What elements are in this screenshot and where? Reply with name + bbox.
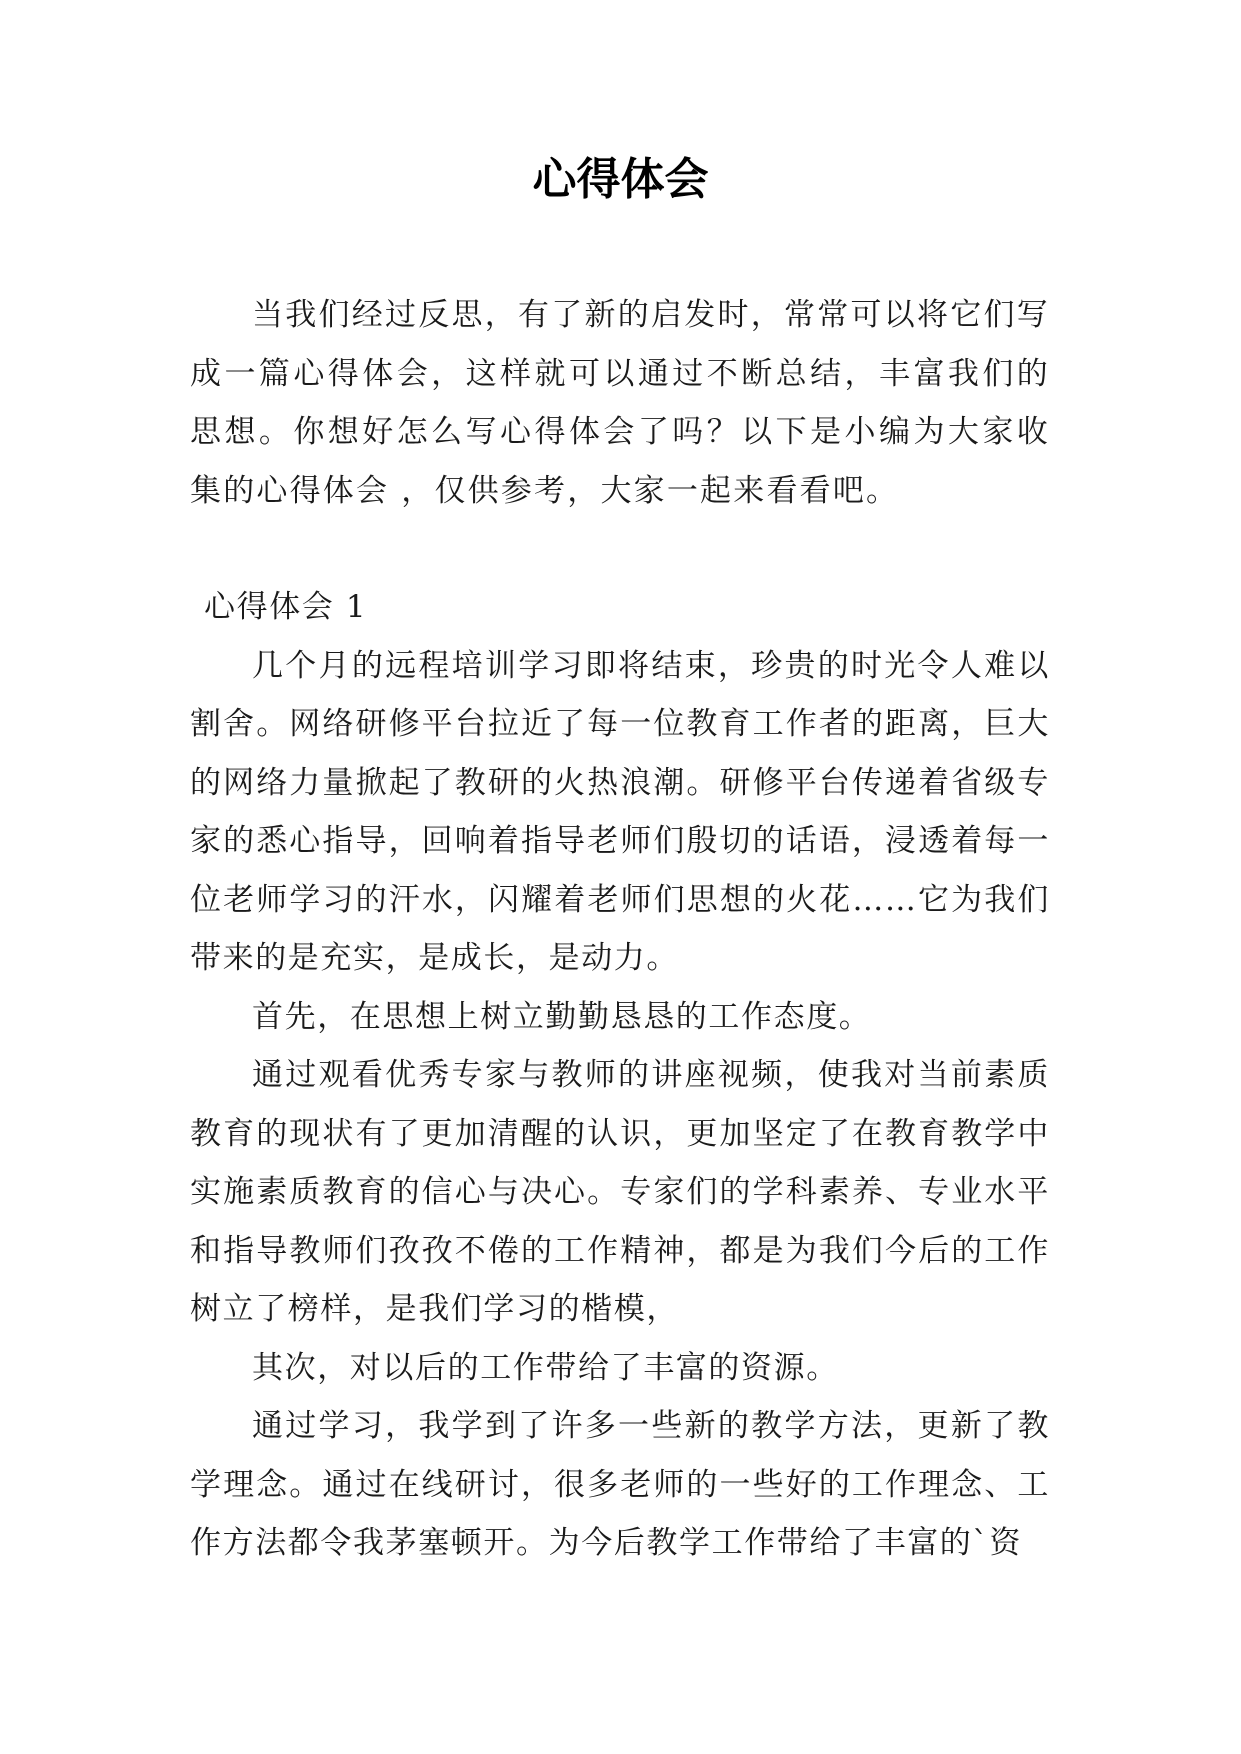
document-body [190, 286, 1050, 1573]
body-paragraph: 其次，对以后的工作带给了丰富的资源。 [252, 1349, 839, 1386]
body-paragraph: 首先，在思想上树立勤勤恳恳的工作态度。 [252, 998, 872, 1035]
intro-paragraph: 当我们经过反思，有了新的启发时，常常可以将它们写成一篇心得体会，这样就可以通过不断总结，丰富我们的思想。你想好怎么写心得体会了吗？以下是小编为大家收集的心得体会 ，仅供参考，大家一起来看看吧。 [190, 297, 1050, 509]
section-heading: 心得体会 1 [204, 589, 368, 625]
body-paragraph: 通过学习，我学到了许多一些新的教学方法，更新了教学理念。通过在线研讨，很多老师的一些好的工作理念、工作方法都令我茅塞顿开。为今后教学工作带给了丰富的`资 [190, 1408, 1050, 1561]
body-paragraph: 通过观看优秀专家与教师的讲座视频，使我对当前素质教育的现状有了更加清醒的认识，更加坚定了在教育教学中实施素质教育的信心与决心。专家们的学科素养、专业水平和指导教师们孜孜不倦的工作精神，都是为我们今后的工作树立了榜样，是我们学习的楷模， [190, 1057, 1050, 1327]
document-title: 心得体会 [532, 154, 709, 205]
body-paragraph: 几个月的远程培训学习即将结束，珍贵的时光令人难以割舍。网络研修平台拉近了每一位教育工作者的距离，巨大的网络力量掀起了教研的火热浪潮。研修平台传递着省级专家的悉心指导，回响着指导老师们殷切的话语，浸透着每一位老师学习的汗水，闪耀着老师们思想的火花……它为我们带来的是充实，是成长，是动力。 [190, 647, 1050, 976]
